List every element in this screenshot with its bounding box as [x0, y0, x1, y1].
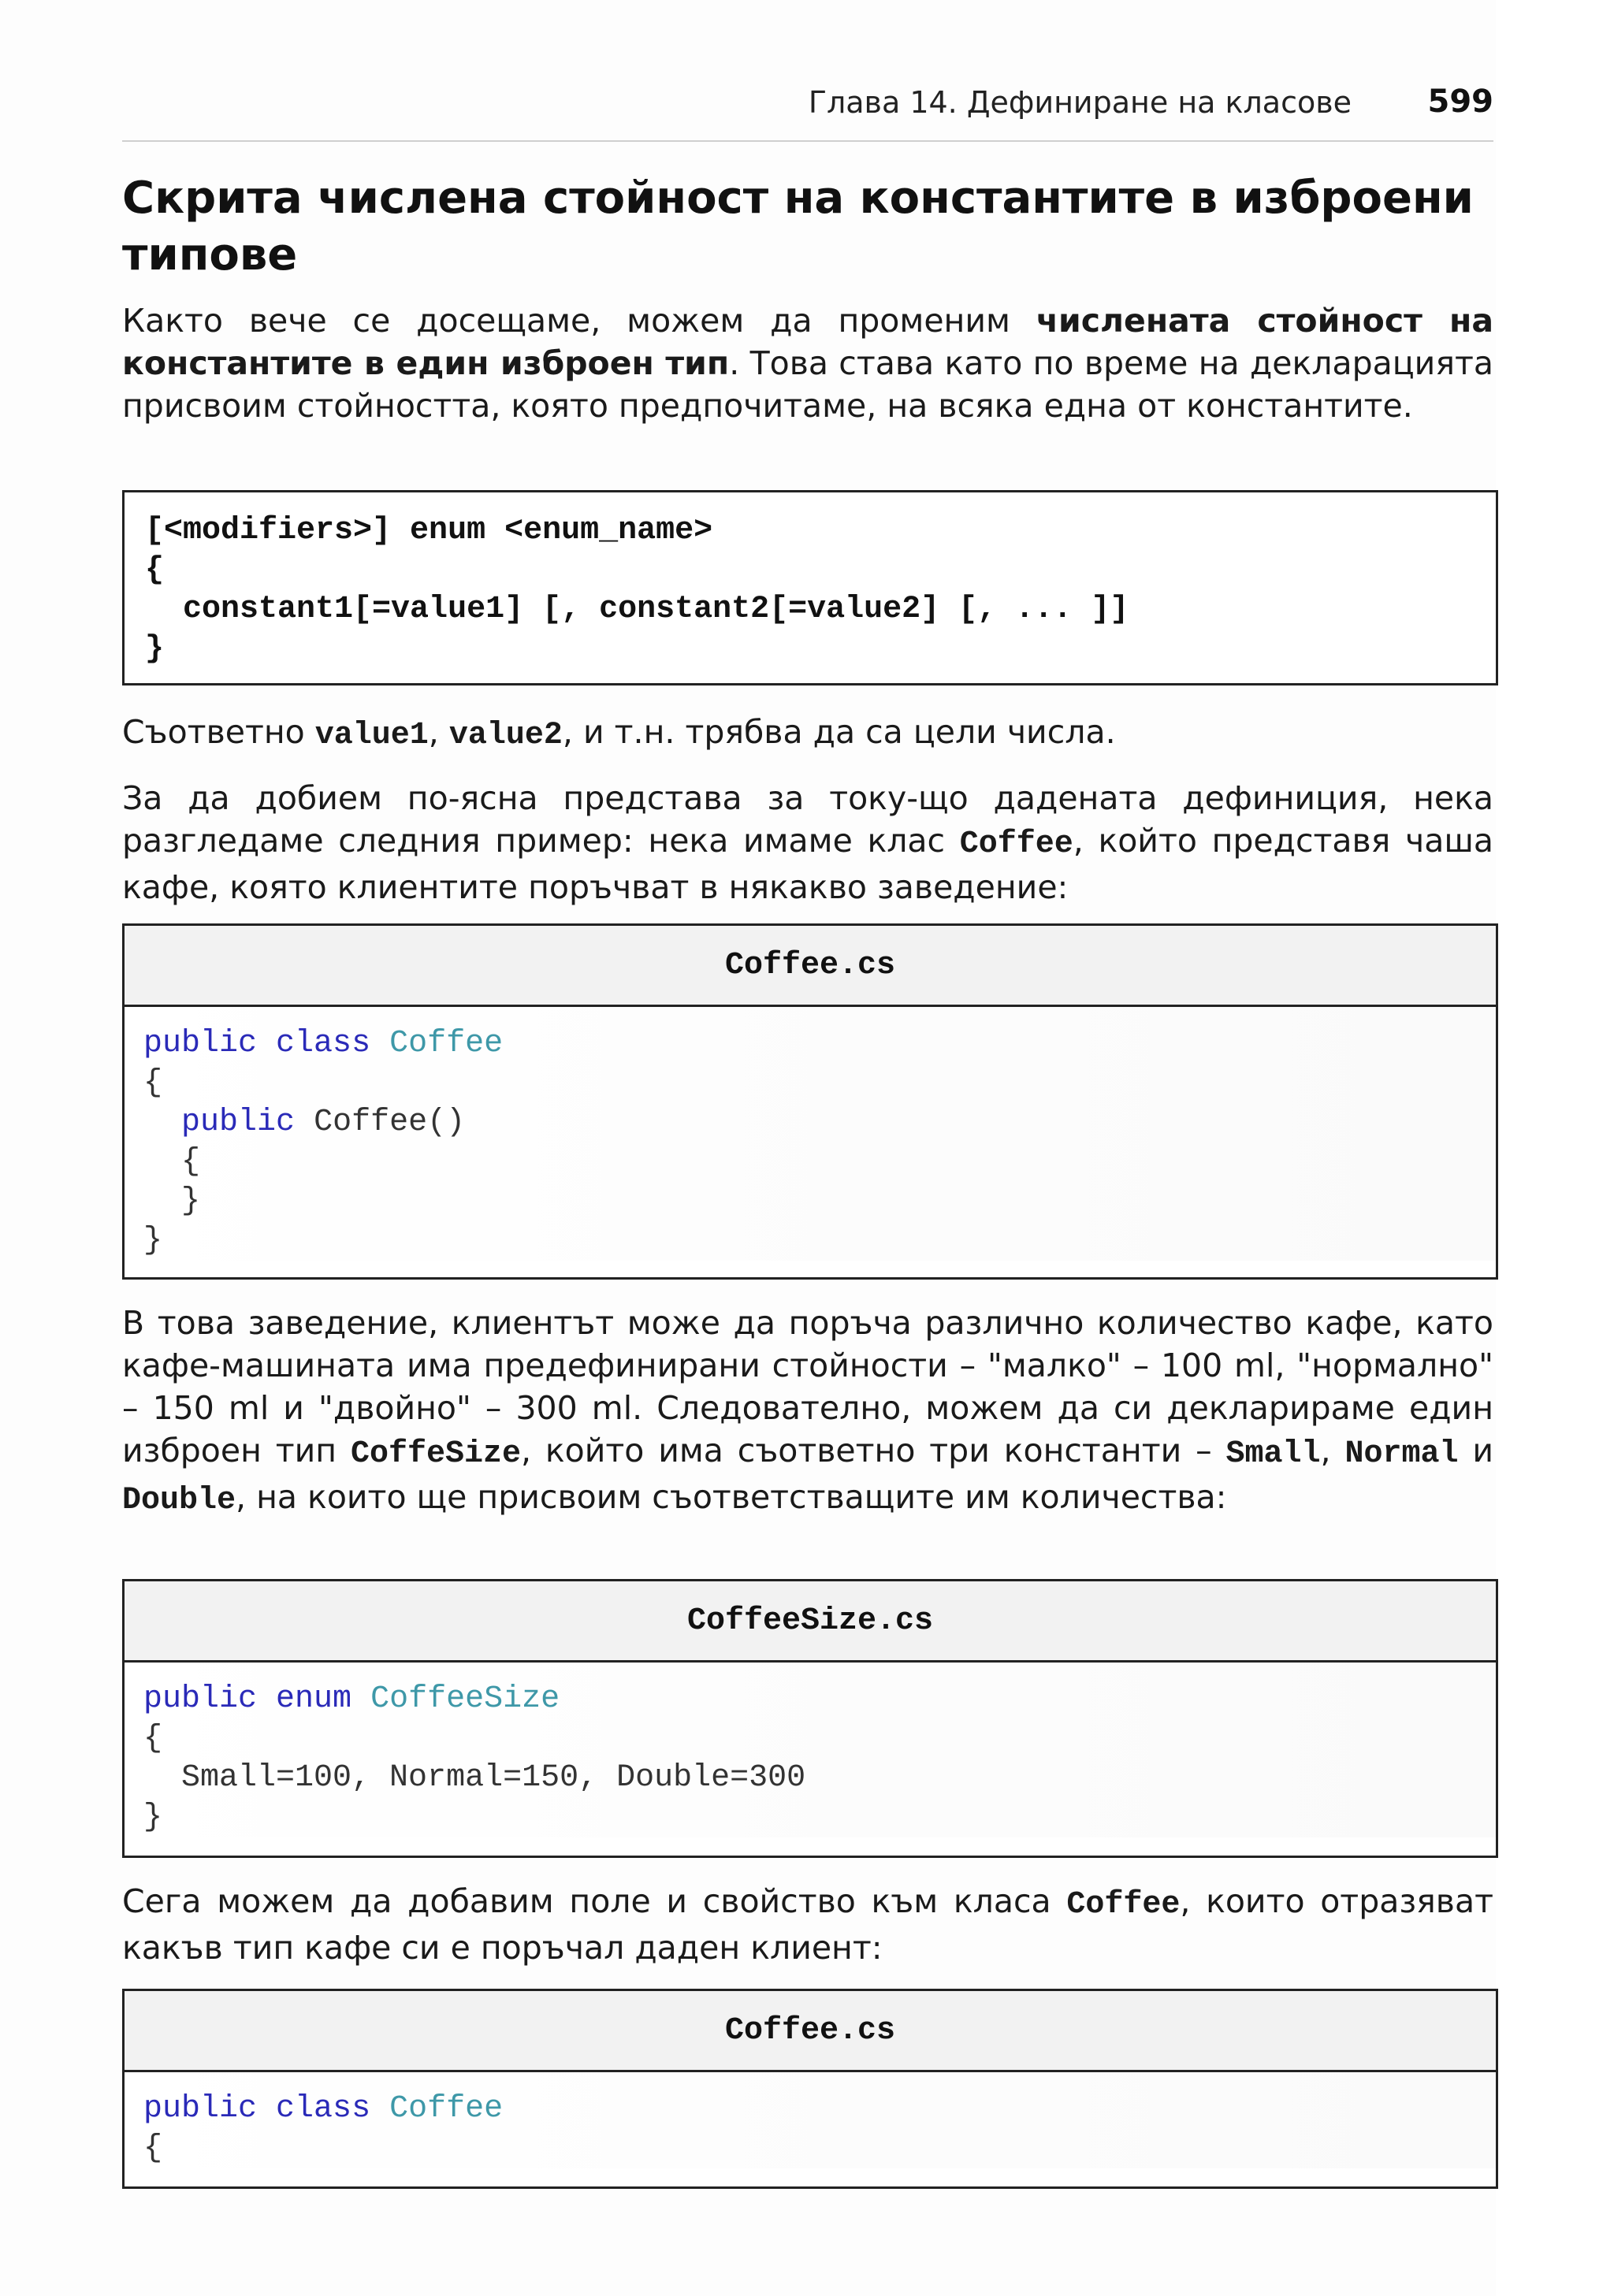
enum-members: Small=100, Normal=150, Double=300: [143, 1760, 806, 1796]
syntax-line-2: {: [145, 552, 165, 588]
code-listing-body: [125, 1007, 1496, 1261]
code-listing-coffee-2: [122, 1989, 1498, 2189]
brace-close: }: [143, 1223, 163, 1258]
syntax-line-4: }: [145, 631, 165, 667]
keyword-class: class: [276, 1026, 371, 1061]
constructor-name: Coffee(): [314, 1105, 466, 1140]
brace-close: }: [143, 1800, 163, 1835]
intro-paragraph: [122, 299, 1493, 427]
code-value1: value1: [314, 718, 429, 753]
values-text-1: Съответно: [122, 713, 315, 751]
syntax-box: [122, 490, 1498, 685]
code-double: Double: [122, 1483, 236, 1518]
code-coffeesize-enum: [143, 1680, 1496, 1837]
chapter-title: Глава 14. Дефиниране на класове: [808, 85, 1352, 120]
section-heading: Скрита числена стойност на константите в изброени типове: [122, 173, 1474, 280]
sizes-text-5: , на които ще присвоим съответстващите им количества:: [236, 1478, 1227, 1516]
brace-open: {: [143, 2131, 163, 2166]
code-normal: Normal: [1344, 1436, 1459, 1472]
brace-close: }: [181, 1183, 201, 1219]
sizes-text-1: В това заведение, клиентът може да поръча различно количество кафе, като кафе-машината има предефинирани стойности – "малко" – 100 ml, "нормално" – 150 ml и "двойно" – 300 ml. Следователно, можем да си декларираме един изброен тип: [122, 1304, 1493, 1469]
running-header: [122, 77, 1493, 142]
sizes-text-3: ,: [1320, 1432, 1345, 1469]
sizes-text-2: , който има съответно три константи –: [521, 1432, 1226, 1469]
code-listing-title: Coffee.cs: [125, 1991, 1496, 2072]
keyword-class: class: [276, 2091, 371, 2127]
code-listing-title: CoffeeSize.cs: [125, 1581, 1496, 1663]
field-paragraph: [122, 1880, 1493, 1969]
code-coffee-class-2: [143, 2090, 1496, 2168]
type-name: Coffee: [389, 2091, 504, 2127]
code-listing-coffee: [122, 923, 1498, 1280]
values-text-3: , и т.н. трябва да са цели числа.: [562, 713, 1116, 751]
code-listing-body: [125, 2072, 1496, 2168]
code-coffesize: CoffeSize: [350, 1436, 521, 1472]
values-paragraph: [122, 711, 1493, 757]
keyword-public: public: [143, 1026, 258, 1061]
keyword-public: public: [181, 1105, 296, 1140]
field-text-2: , които отразяват какъв тип кафе си е поръчал даден клиент:: [122, 1882, 1493, 1967]
code-small: Small: [1225, 1436, 1321, 1472]
example-text-2: , който представя чаша кафе, която клиентите поръчват в някакво заведение:: [122, 822, 1493, 906]
intro-bold: числената стойност на константите в един изброен тип: [122, 302, 1493, 382]
brace-open: {: [181, 1144, 201, 1180]
keyword-enum: enum: [276, 1681, 352, 1717]
intro-text-1: Както вече се досещаме, можем да променим: [122, 302, 1036, 340]
type-name: CoffeeSize: [370, 1681, 560, 1717]
sizes-paragraph: [122, 1302, 1493, 1522]
type-name: Coffee: [389, 1026, 504, 1061]
code-coffee-class: [143, 1024, 1496, 1261]
syntax-line-1: [<modifiers>] enum <enum_name>: [145, 513, 713, 548]
keyword-public: public: [143, 1681, 258, 1717]
code-value2: value2: [448, 718, 563, 753]
page-margin: [1496, 0, 1614, 2296]
syntax-code: [145, 511, 1129, 669]
field-text-1: Сега можем да добавим поле и свойство към класа: [122, 1882, 1067, 1920]
example-text-1: За да добием по-ясна представа за току-що дадената дефиниция, нека разгледаме следния пример: нека имаме клас: [122, 779, 1493, 860]
intro-text-2: . Това става като по време на декларацията присвоим стойността, която предпочитаме, на всяка една от константите.: [122, 344, 1493, 425]
brace-open: {: [143, 1065, 163, 1101]
example-paragraph: [122, 777, 1493, 908]
values-text-2: ,: [428, 713, 449, 751]
page-number: 599: [1427, 84, 1493, 120]
keyword-public: public: [143, 2091, 258, 2127]
code-coffee: Coffee: [1066, 1887, 1181, 1923]
syntax-line-3: constant1[=value1] [, constant2[=value2] [, ... ]]: [145, 592, 1129, 627]
code-listing-body: [125, 1663, 1496, 1837]
code-coffee: Coffee: [959, 827, 1073, 862]
sizes-text-4: и: [1458, 1432, 1493, 1469]
code-listing-coffeesize: [122, 1579, 1498, 1858]
brace-open: {: [143, 1721, 163, 1756]
code-listing-title: Coffee.cs: [125, 926, 1496, 1007]
